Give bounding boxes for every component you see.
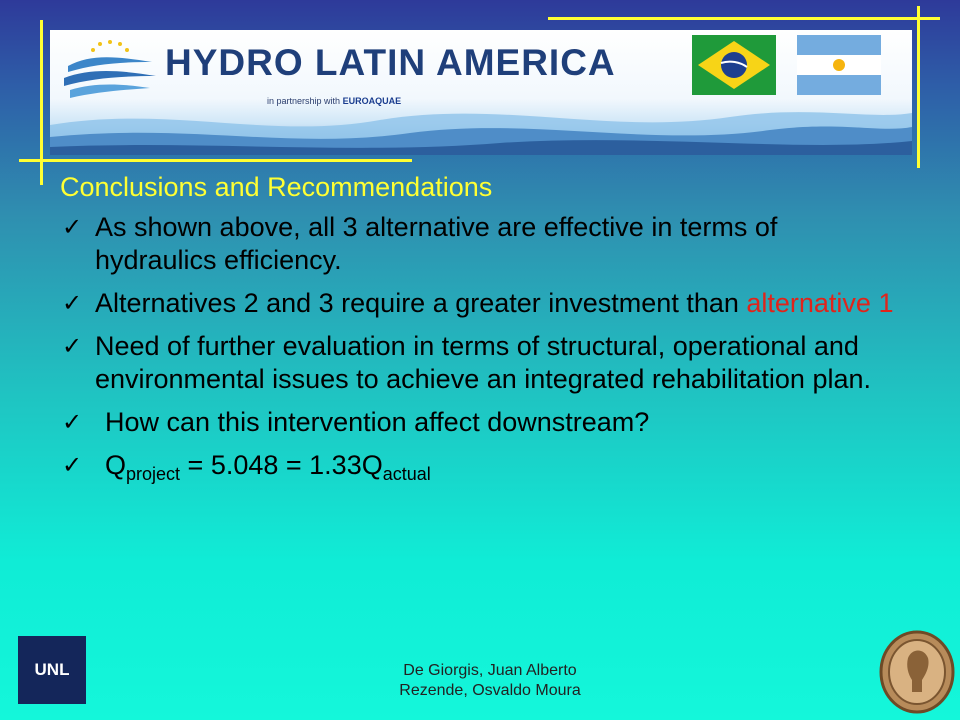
partnership-prefix: in partnership with <box>267 96 341 106</box>
partner-name: EUROAQUAE <box>342 96 402 106</box>
formula-middle: = 5.048 = 1.33Q <box>180 450 383 480</box>
slide-heading: Conclusions and Recommendations <box>60 172 493 202</box>
unl-logo: UNL <box>18 636 86 704</box>
bullet-text: Need of further evaluation in terms of structural, operational and environmental issues to achieve an integrated rehabilitation plan. <box>95 331 871 394</box>
bullet-item <box>60 211 900 277</box>
author-line: De Giorgis, Juan Alberto <box>403 662 577 679</box>
formula-q: Q <box>105 450 127 480</box>
checkmark-icon: ✓ <box>62 409 83 436</box>
checkmark-icon: ✓ <box>62 290 83 317</box>
bullet-text: Alternatives 2 and 3 require a greater investment than <box>95 288 747 318</box>
brazil-flag-icon <box>692 35 776 95</box>
euro-stars-wave-logo <box>60 36 160 106</box>
partnership-text <box>267 96 401 106</box>
university-seal-icon <box>878 630 956 714</box>
slide-content <box>60 172 900 501</box>
checkmark-icon: ✓ <box>62 214 83 241</box>
hydro-latin-america-banner <box>50 30 912 155</box>
author-line: Rezende, Osvaldo Moura <box>399 682 581 699</box>
bullet-item <box>60 287 900 320</box>
frame-line-top-right <box>548 17 940 20</box>
highlighted-text: alternative 1 <box>746 288 894 318</box>
frame-line-right-vertical <box>917 6 920 168</box>
bullet-text: How can this intervention affect downstream? <box>105 407 650 437</box>
argentina-flag-icon <box>797 35 881 95</box>
formula-sub-project: project <box>126 464 181 484</box>
formula-sub-actual: actual <box>382 464 431 484</box>
water-wave-graphic <box>50 95 912 155</box>
logo-title: HYDRO LATIN AMERICA <box>165 42 616 83</box>
bullet-item <box>60 330 900 396</box>
bullet-item <box>60 406 900 439</box>
checkmark-icon: ✓ <box>62 333 83 360</box>
frame-line-bottom-left <box>19 159 412 162</box>
bullet-text: As shown above, all 3 alternative are effective in terms of hydraulics efficiency. <box>95 212 778 275</box>
formula-item <box>60 449 900 491</box>
author-credits <box>300 661 680 701</box>
checkmark-icon: ✓ <box>62 452 83 479</box>
